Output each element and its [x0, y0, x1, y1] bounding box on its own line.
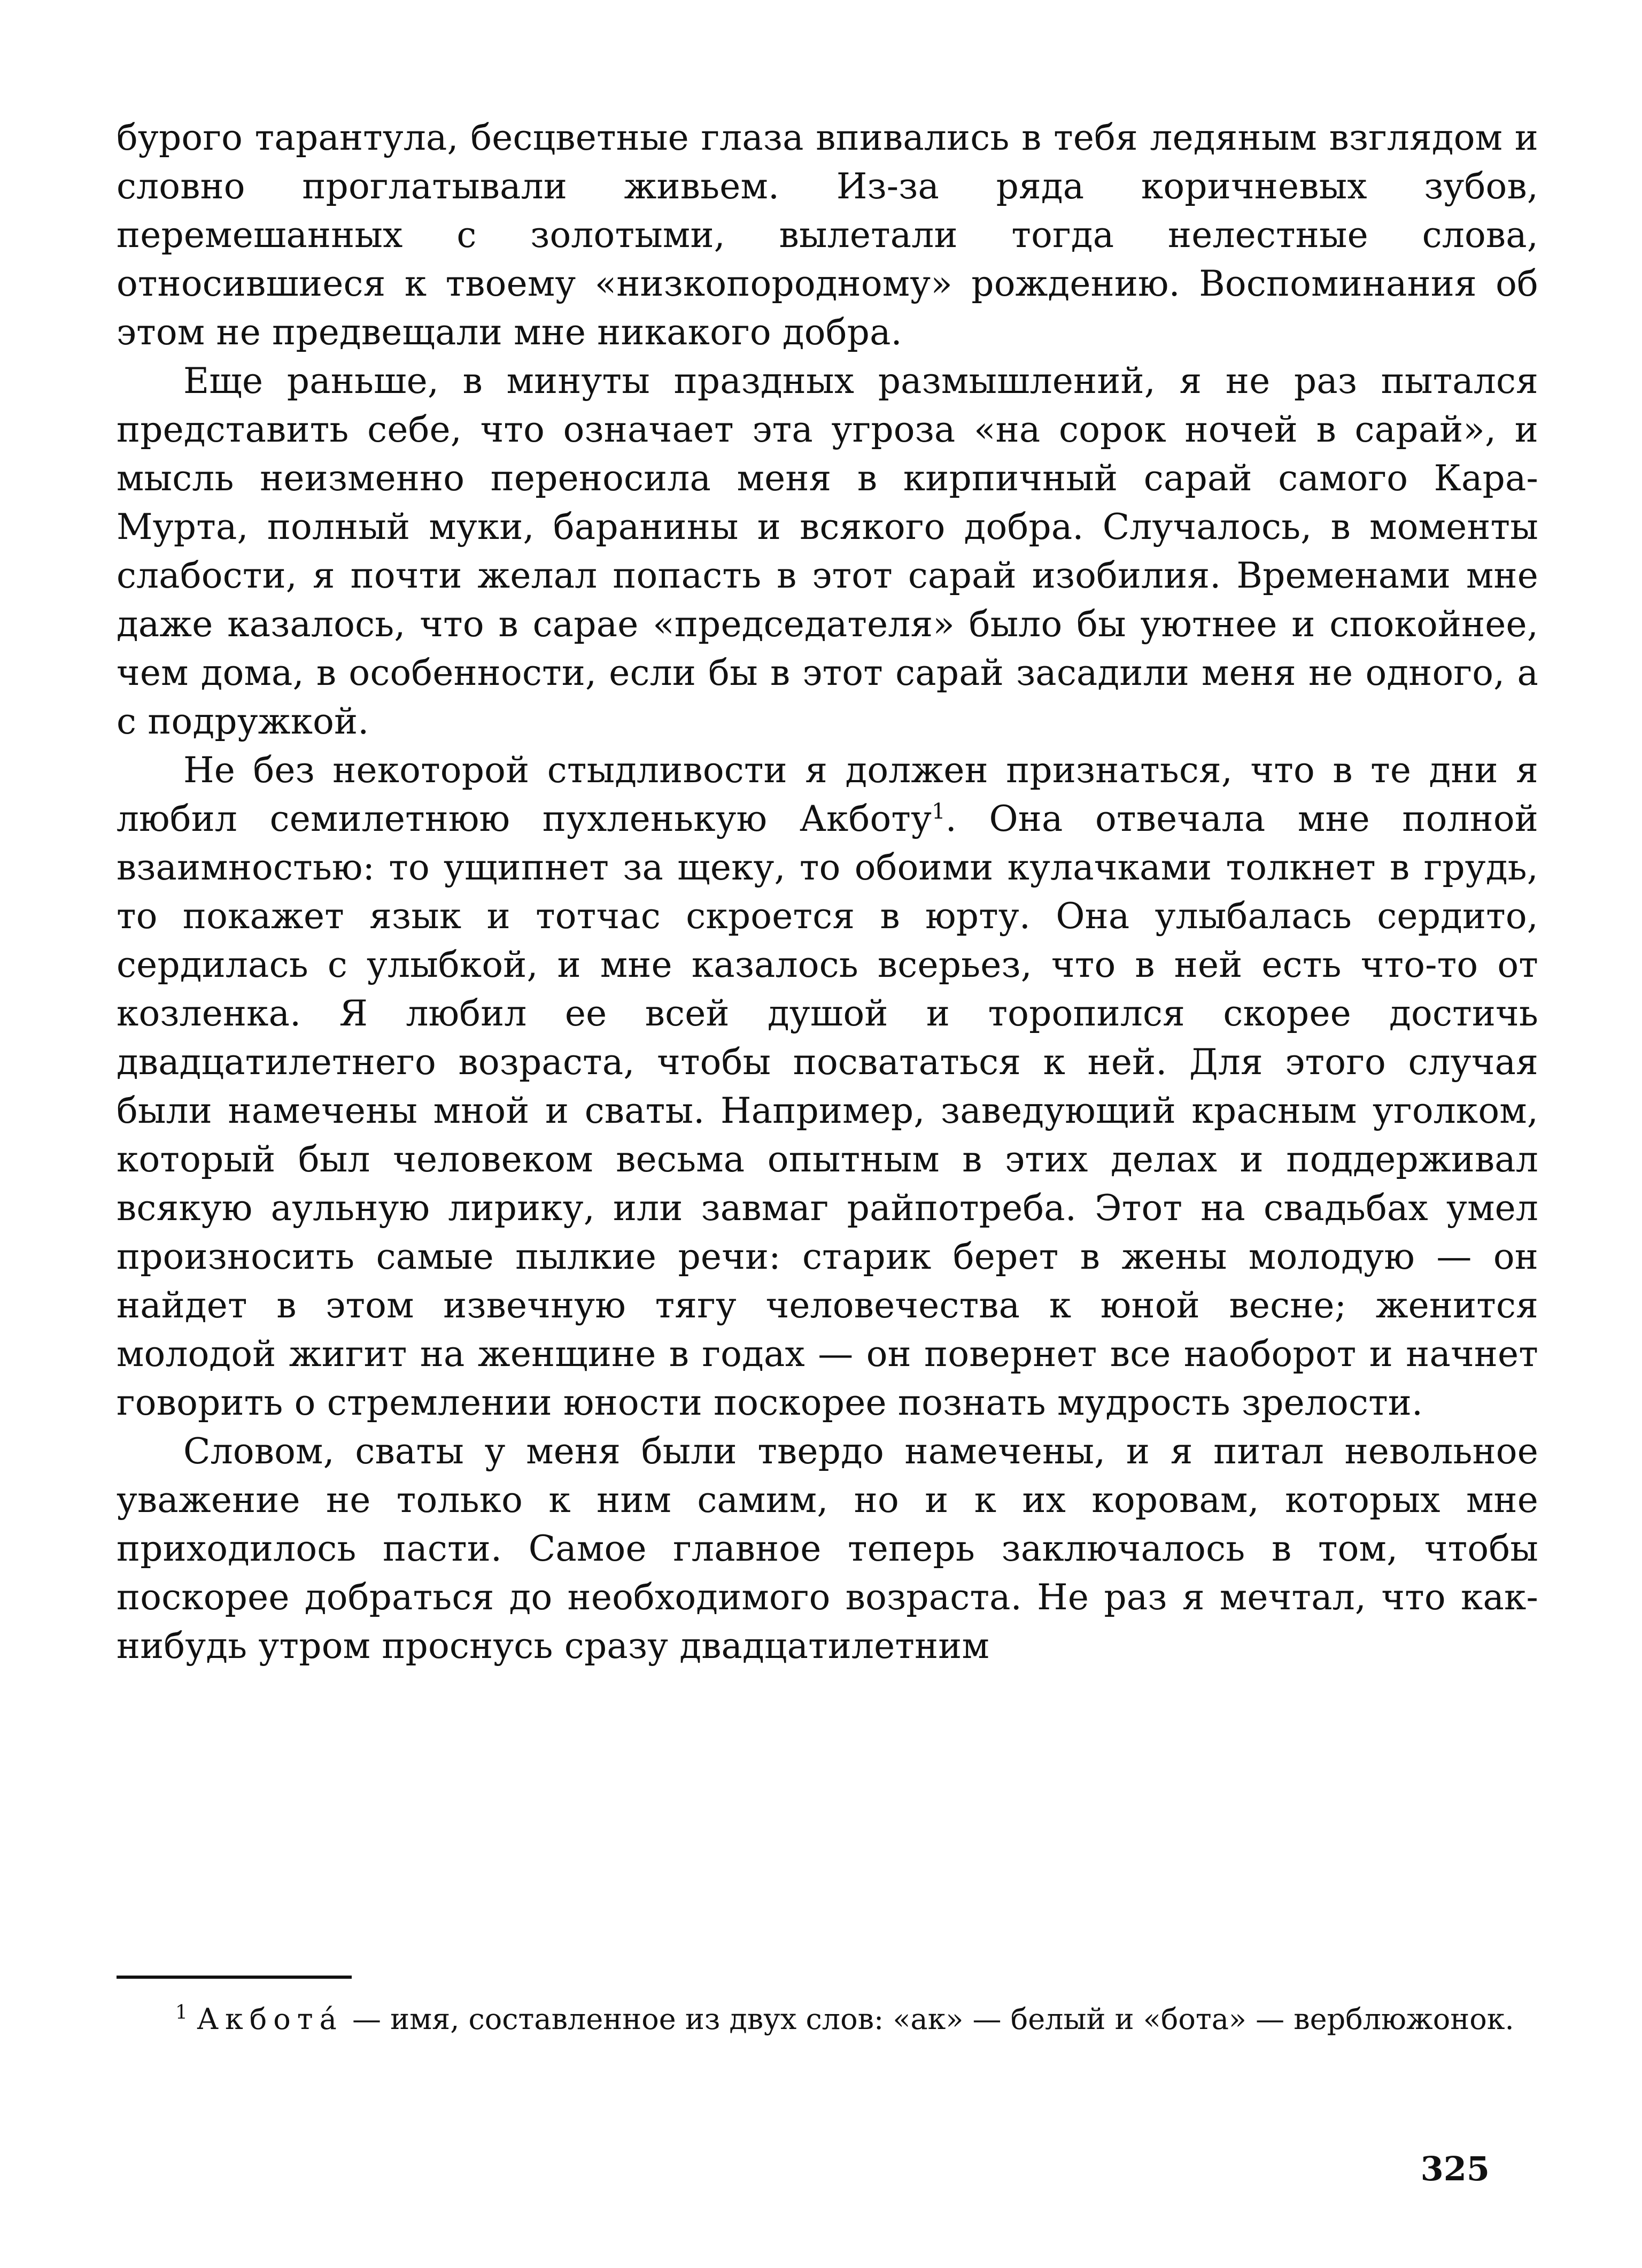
footnote-term: Акбота́ [197, 2002, 343, 2036]
footnote-text: — имя, составленное из двух слов: «ак» — белый и «бота» — верблюжонок. [352, 2002, 1514, 2036]
footnote-number: 1 [175, 2002, 188, 2024]
paragraph-4: Словом, сваты у меня были твердо намечены, и я питал невольное уважение не только к ним самим, но и к их коровам, которых мне приходилось пасти. Самое главное теперь заключалось в том, чтобы поскорее добраться до необходимого возраста. Не раз я мечтал, что как-нибудь утром проснусь сразу двадцатилетним [117, 1431, 1538, 1667]
paragraph-1: бурого тарантула, бесцветные глаза впивались в тебя ледяным взглядом и словно проглатывали живьем. Из-за ряда коричневых зубов, перемешанных с золотыми, вылетали тогда нелестные слова, относившиеся к твоему «низкопородному» рождению. Воспоминания об этом не предвещали мне никакого добра. [117, 117, 1538, 353]
paragraph-3-text-after: . Она отвечала мне полной взаимностью: то ущипнет за щеку, то обоими кулачками толкнет в грудь, то покажет язык и тотчас скроется в юрту. Она улыбалась сердито, сердилась с улыбкой, и мне казалось всерьез, что в ней есть что-то от козленка. Я любил ее всей душой и торопился скорее достичь двадцатилетнего возраста, чтобы посвататься к ней. Для этого случая были намечены мной и сваты. Например, заведующий красным уголком, который был человеком весьма опытным в этих делах и поддерживал всякую аульную лирику, или завмаг райпотреба. Этот на свадьбах умел произносить самые пылкие речи: старик берет в жены молодую — он найдет в этом извечную тягу человечества к юной весне; женится молодой жигит на женщине в годах — он повернет все наоборот и начнет говорить о стремлении юности поскорее познать мудрость зрелости. [117, 798, 1538, 1423]
page-body [117, 113, 1538, 1670]
footnote-marker: 1 [932, 799, 946, 824]
paragraph-3 [117, 746, 1538, 1427]
footnote [117, 2001, 1538, 2038]
footnote-divider [117, 1976, 352, 1979]
paragraph-3-text-before: Не без некоторой стыдливости я должен признаться, что в те дни я любил семилетнюю пухленькую Акботу [117, 750, 1538, 839]
paragraph-2: Еще раньше, в минуты праздных размышлений, я не раз пытался представить себе, что означает эта угроза «на сорок ночей в сарай», и мысль неизменно переносила меня в кирпичный сарай самого Кара-Мурта, полный муки, баранины и всякого добра. Случалось, в моменты слабости, я почти желал попасть в этот сарай изобилия. Временами мне даже казалось, что в сарае «председателя» было бы уютнее и спокойнее, чем дома, в особенности, если бы в этот сарай засадили меня не одного, а с подружкой. [117, 360, 1538, 742]
page-number: 325 [1420, 2149, 1490, 2188]
